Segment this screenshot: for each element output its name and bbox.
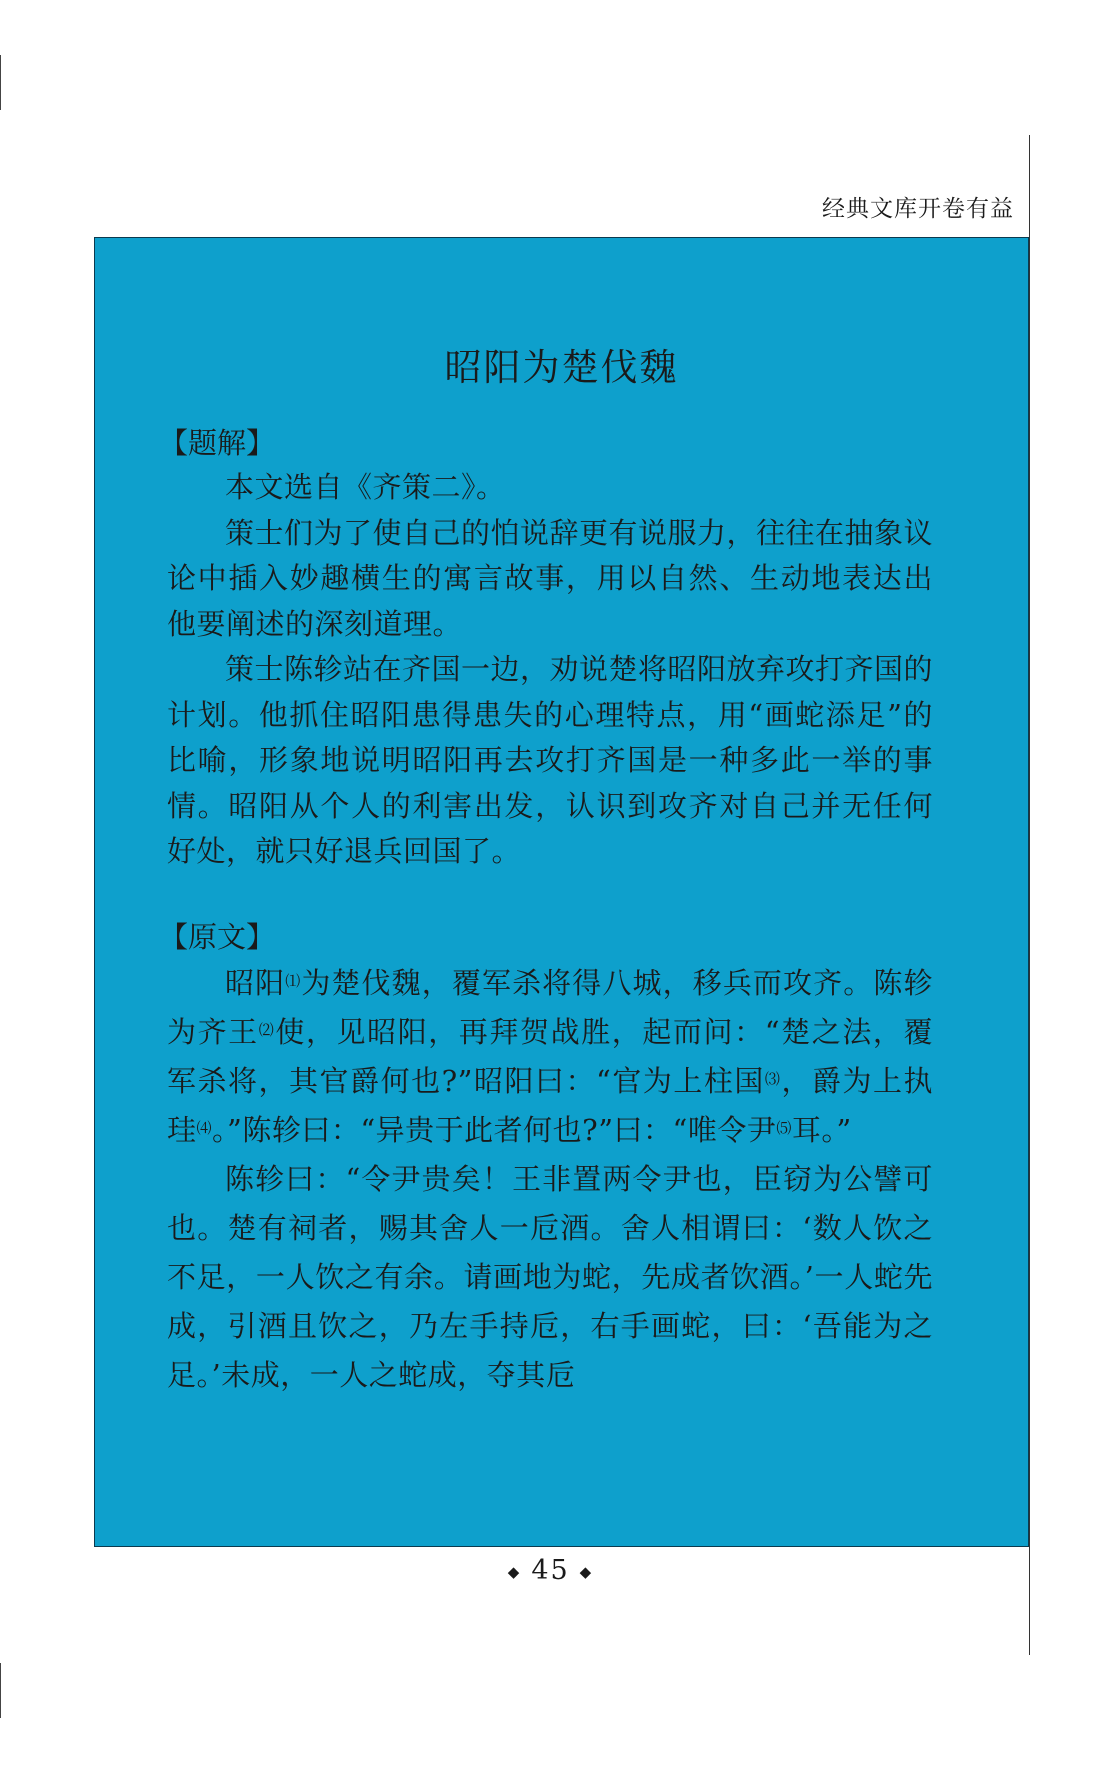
original-paragraph: 昭阳⑴为楚伐魏，覆军杀将得八城，移兵而攻齐。陈轸为齐王⑵使，见昭阳，再拜贺战胜，起而问：“楚之法，覆军杀将，其官爵何也?”昭阳曰：“官为上柱国⑶，爵为上执珪⑷。”陈轸曰：“异贵于此者何也?”曰：“唯令尹⑸耳。”	[167, 965, 933, 1147]
original-paragraph: 陈轸曰：“令尹贵矣！王非置两令尹也，臣窃为公譬可也。楚有祠者，赐其舍人一卮酒。舍人相谓曰：‘数人饮之不足，一人饮之有余。请画地为蛇，先成者饮酒。’一人蛇先成，引酒且饮之，乃左手持卮，右手画蛇，曰：‘吾能为之足。’未成，一人之蛇成，夺其卮	[167, 1161, 933, 1392]
crop-mark-top-left	[0, 55, 1, 110]
original-heading: 【原文】	[159, 919, 276, 954]
intro-paragraph: 策士陈轸站在齐国一边，劝说楚将昭阳放弃攻打齐国的计划。他抓住昭阳患得患失的心理特点，用“画蛇添足”的比喻，形象地说明昭阳再去攻打齐国是一种多此一举的事情。昭阳从个人的利害出发，认识到攻齐对自己并无任何好处，就只好退兵回国了。	[167, 652, 934, 868]
footnote-marker: ⑶	[764, 1069, 782, 1088]
margin-rule	[1029, 135, 1030, 1655]
intro-section	[159, 421, 934, 875]
footnote-marker: ⑸	[776, 1118, 792, 1137]
crop-mark-bottom-left	[0, 1663, 1, 1718]
running-header: 经典文库开卷有益	[822, 196, 1014, 222]
content-panel	[94, 237, 1029, 1547]
article-body	[159, 421, 934, 1400]
diamond-ornament-icon: ◆	[579, 1562, 594, 1581]
intro-paragraph: 本文选自《齐策二》。	[225, 470, 506, 504]
article-title: 昭阳为楚伐魏	[444, 346, 679, 389]
original-section	[159, 915, 933, 1400]
intro-paragraph: 策士们为了使自己的怕说辞更有说服力，往往在抽象议论中插入妙趣横生的寓言故事，用以自然、生动地表达出他要阐述的深刻道理。	[167, 515, 934, 641]
footnote-marker: ⑴	[285, 971, 302, 990]
diamond-ornament-icon: ◆	[507, 1562, 522, 1581]
footnote-marker: ⑷	[196, 1118, 213, 1137]
intro-heading: 【题解】	[159, 426, 276, 460]
footnote-marker: ⑵	[258, 1020, 276, 1039]
page-number: 45	[531, 1555, 570, 1586]
page-footer	[0, 1555, 1101, 1586]
